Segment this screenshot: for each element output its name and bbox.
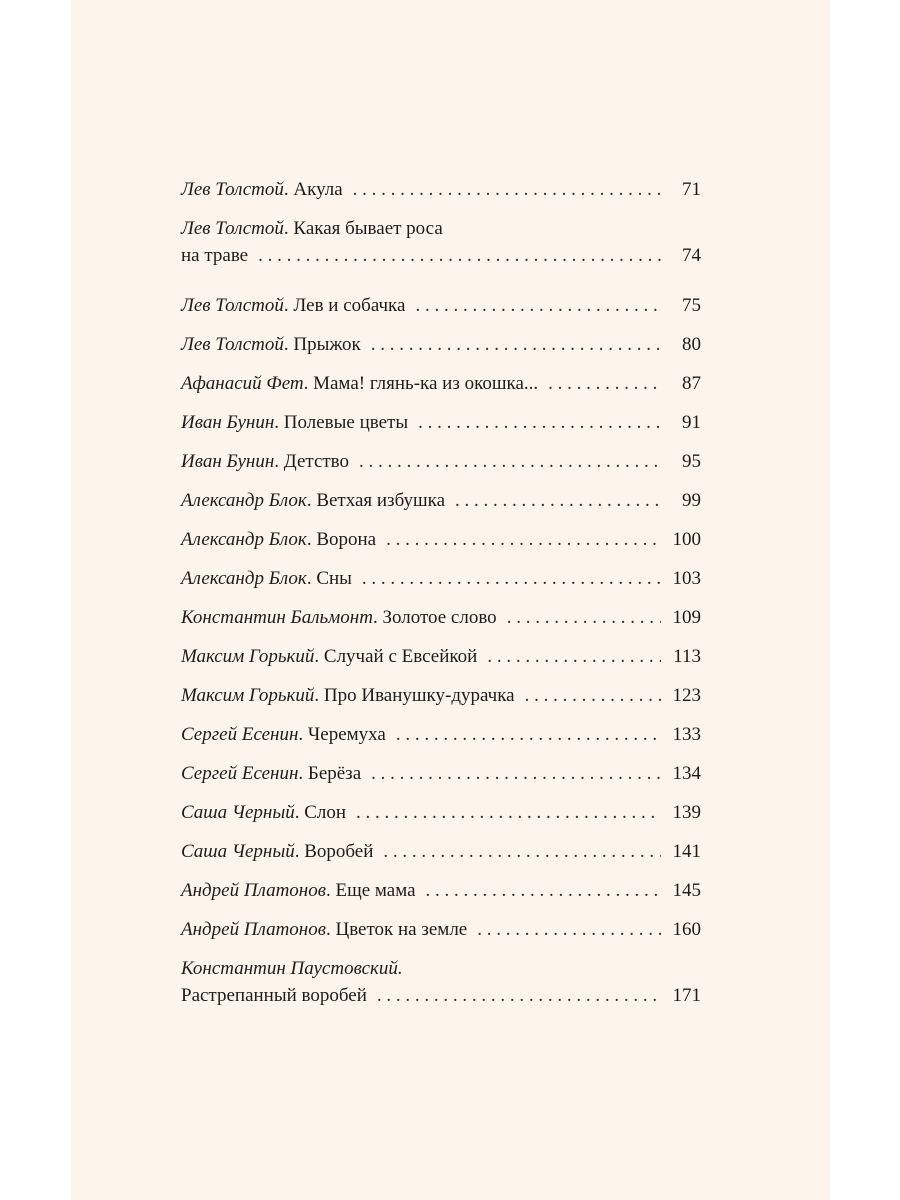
toc-page-number: 145 (672, 880, 701, 901)
toc-page-number: 113 (673, 646, 701, 667)
toc-author: Максим Горький (181, 646, 315, 667)
toc-author: Андрей Платонов (181, 880, 326, 901)
toc-page-number: 91 (682, 412, 701, 433)
toc-author: Иван Бунин (181, 412, 275, 433)
toc-author: Сергей Есенин (181, 724, 299, 745)
toc-page-number: 134 (672, 763, 701, 784)
toc-entry: Андрей Платонов . Еще мама . . . 145 (181, 877, 701, 916)
toc-entry: Александр Блок . Ветхая избушка . . . 99 (181, 487, 701, 526)
toc-title: Золотое слово (382, 607, 497, 628)
toc-entry: Андрей Платонов . Цветок на земле . . . 160 (181, 916, 701, 955)
toc-entry: Константин Паустовский. Растрепанный воробей . . . 171 (181, 955, 701, 1032)
toc-page-number: 109 (672, 607, 701, 628)
toc-title: Детство (283, 451, 350, 472)
toc-title-continued: на траве (181, 245, 249, 266)
toc-leader-dots (415, 292, 661, 319)
toc-entry: Александр Блок . Ворона . . . 100 (181, 526, 701, 565)
toc-entry: Саша Черный . Слон . . . 139 (181, 799, 701, 838)
toc-page-number: 139 (672, 802, 701, 823)
toc-entry: Константин Бальмонт . Золотое слово . . . 109 (181, 604, 701, 643)
toc-title: Цветок на земле (335, 919, 468, 940)
toc-leader-dots (455, 487, 661, 514)
toc-leader-dots (525, 682, 661, 709)
toc-leader-dots (418, 409, 661, 436)
toc-leader-dots (353, 176, 661, 203)
toc-title: Про Иванушку-дурачка (323, 685, 515, 706)
toc-leader-dots (477, 916, 661, 943)
toc-entry: Александр Блок . Сны . . . 103 (181, 565, 701, 604)
toc-author: Константин Паустовский (181, 958, 398, 979)
toc-title: Акула (293, 179, 343, 200)
toc-author: Лев Толстой (181, 179, 284, 200)
toc-author: Сергей Есенин (181, 763, 299, 784)
toc-page-number: 123 (672, 685, 701, 706)
toc-title: Сны (316, 568, 352, 589)
toc-entry: Иван Бунин . Детство . . . 95 (181, 448, 701, 487)
toc-leader-dots (383, 838, 661, 865)
toc-author: Максим Горький (181, 685, 315, 706)
toc-page-number: 75 (682, 295, 701, 316)
toc-title: Какая бывает роса (293, 218, 443, 239)
toc-author: Лев Толстой (181, 334, 284, 355)
toc-author: Иван Бунин (181, 451, 275, 472)
toc-author: Александр Блок (181, 568, 307, 589)
toc-page-number: 100 (672, 529, 701, 550)
toc-author: Саша Черный (181, 802, 295, 823)
toc-leader-dots (371, 331, 661, 358)
toc-entry: Саша Черный . Воробей . . . 141 (181, 838, 701, 877)
toc-leader-dots (371, 760, 661, 787)
toc-title: Прыжок (293, 334, 361, 355)
toc-title: Полевые цветы (283, 412, 409, 433)
toc-author: Лев Толстой (181, 295, 284, 316)
toc-leader-dots (386, 526, 661, 553)
toc-page-number: 87 (682, 373, 701, 394)
toc-page-number: 74 (682, 245, 701, 266)
toc-author: Андрей Платонов (181, 919, 326, 940)
toc-page-number: 71 (682, 179, 701, 200)
toc-title: Случай с Евсейкой (323, 646, 478, 667)
toc-title: Еще мама (335, 880, 416, 901)
toc-entry: Лев Толстой . Акула . . . 71 (181, 176, 701, 215)
toc-leader-dots (377, 982, 661, 1009)
toc-leader-dots (362, 565, 661, 592)
toc-leader-dots (359, 448, 661, 475)
toc-leader-dots (258, 242, 661, 269)
toc-page-number: 141 (672, 841, 701, 862)
toc-page-number: 80 (682, 334, 701, 355)
toc-entry: Иван Бунин . Полевые цветы . . . 91 (181, 409, 701, 448)
toc-title: Мама! глянь-ка из окошка... (313, 373, 539, 394)
toc-title: Растрепанный воробей (181, 985, 367, 1006)
toc-entry: Афанасий Фет . Мама! глянь-ка из окошка... . . . 87 (181, 370, 701, 409)
toc-leader-dots (396, 721, 661, 748)
toc-leader-dots (356, 799, 661, 826)
toc-entry: Максим Горький . Про Иванушку-дурачка . . . 123 (181, 682, 701, 721)
toc-entry: Лев Толстой. Какая бывает роса на траве . . . 74 (181, 215, 701, 292)
toc-leader-dots (507, 604, 661, 631)
toc-entry: Лев Толстой . Прыжок . . . 80 (181, 331, 701, 370)
toc-page-number: 95 (682, 451, 701, 472)
toc-entry: Максим Горький . Случай с Евсейкой . . . 113 (181, 643, 701, 682)
toc-page-number: 160 (672, 919, 701, 940)
toc-author: Афанасий Фет (181, 373, 304, 394)
toc-title: Слон (304, 802, 347, 823)
table-of-contents (181, 176, 701, 1032)
toc-title: Берёза (307, 763, 362, 784)
toc-entry: Сергей Есенин . Берёза . . . 134 (181, 760, 701, 799)
toc-author: Александр Блок (181, 529, 307, 550)
toc-title: Лев и собачка (293, 295, 406, 316)
toc-page-number: 99 (682, 490, 701, 511)
toc-title: Черемуха (307, 724, 386, 745)
toc-entry: Сергей Есенин . Черемуха . . . 133 (181, 721, 701, 760)
toc-page-number: 103 (672, 568, 701, 589)
toc-title: Воробей (304, 841, 374, 862)
toc-leader-dots (426, 877, 661, 904)
toc-leader-dots (487, 643, 661, 670)
toc-page-number: 171 (672, 985, 701, 1006)
toc-leader-dots (548, 370, 661, 397)
toc-author: Александр Блок (181, 490, 307, 511)
toc-author: Саша Черный (181, 841, 295, 862)
toc-author: Константин Бальмонт (181, 607, 373, 628)
toc-author: Лев Толстой (181, 218, 284, 239)
toc-title: Ворона (316, 529, 377, 550)
toc-page-number: 133 (672, 724, 701, 745)
toc-entry: Лев Толстой . Лев и собачка . . . 75 (181, 292, 701, 331)
toc-title: Ветхая избушка (316, 490, 446, 511)
